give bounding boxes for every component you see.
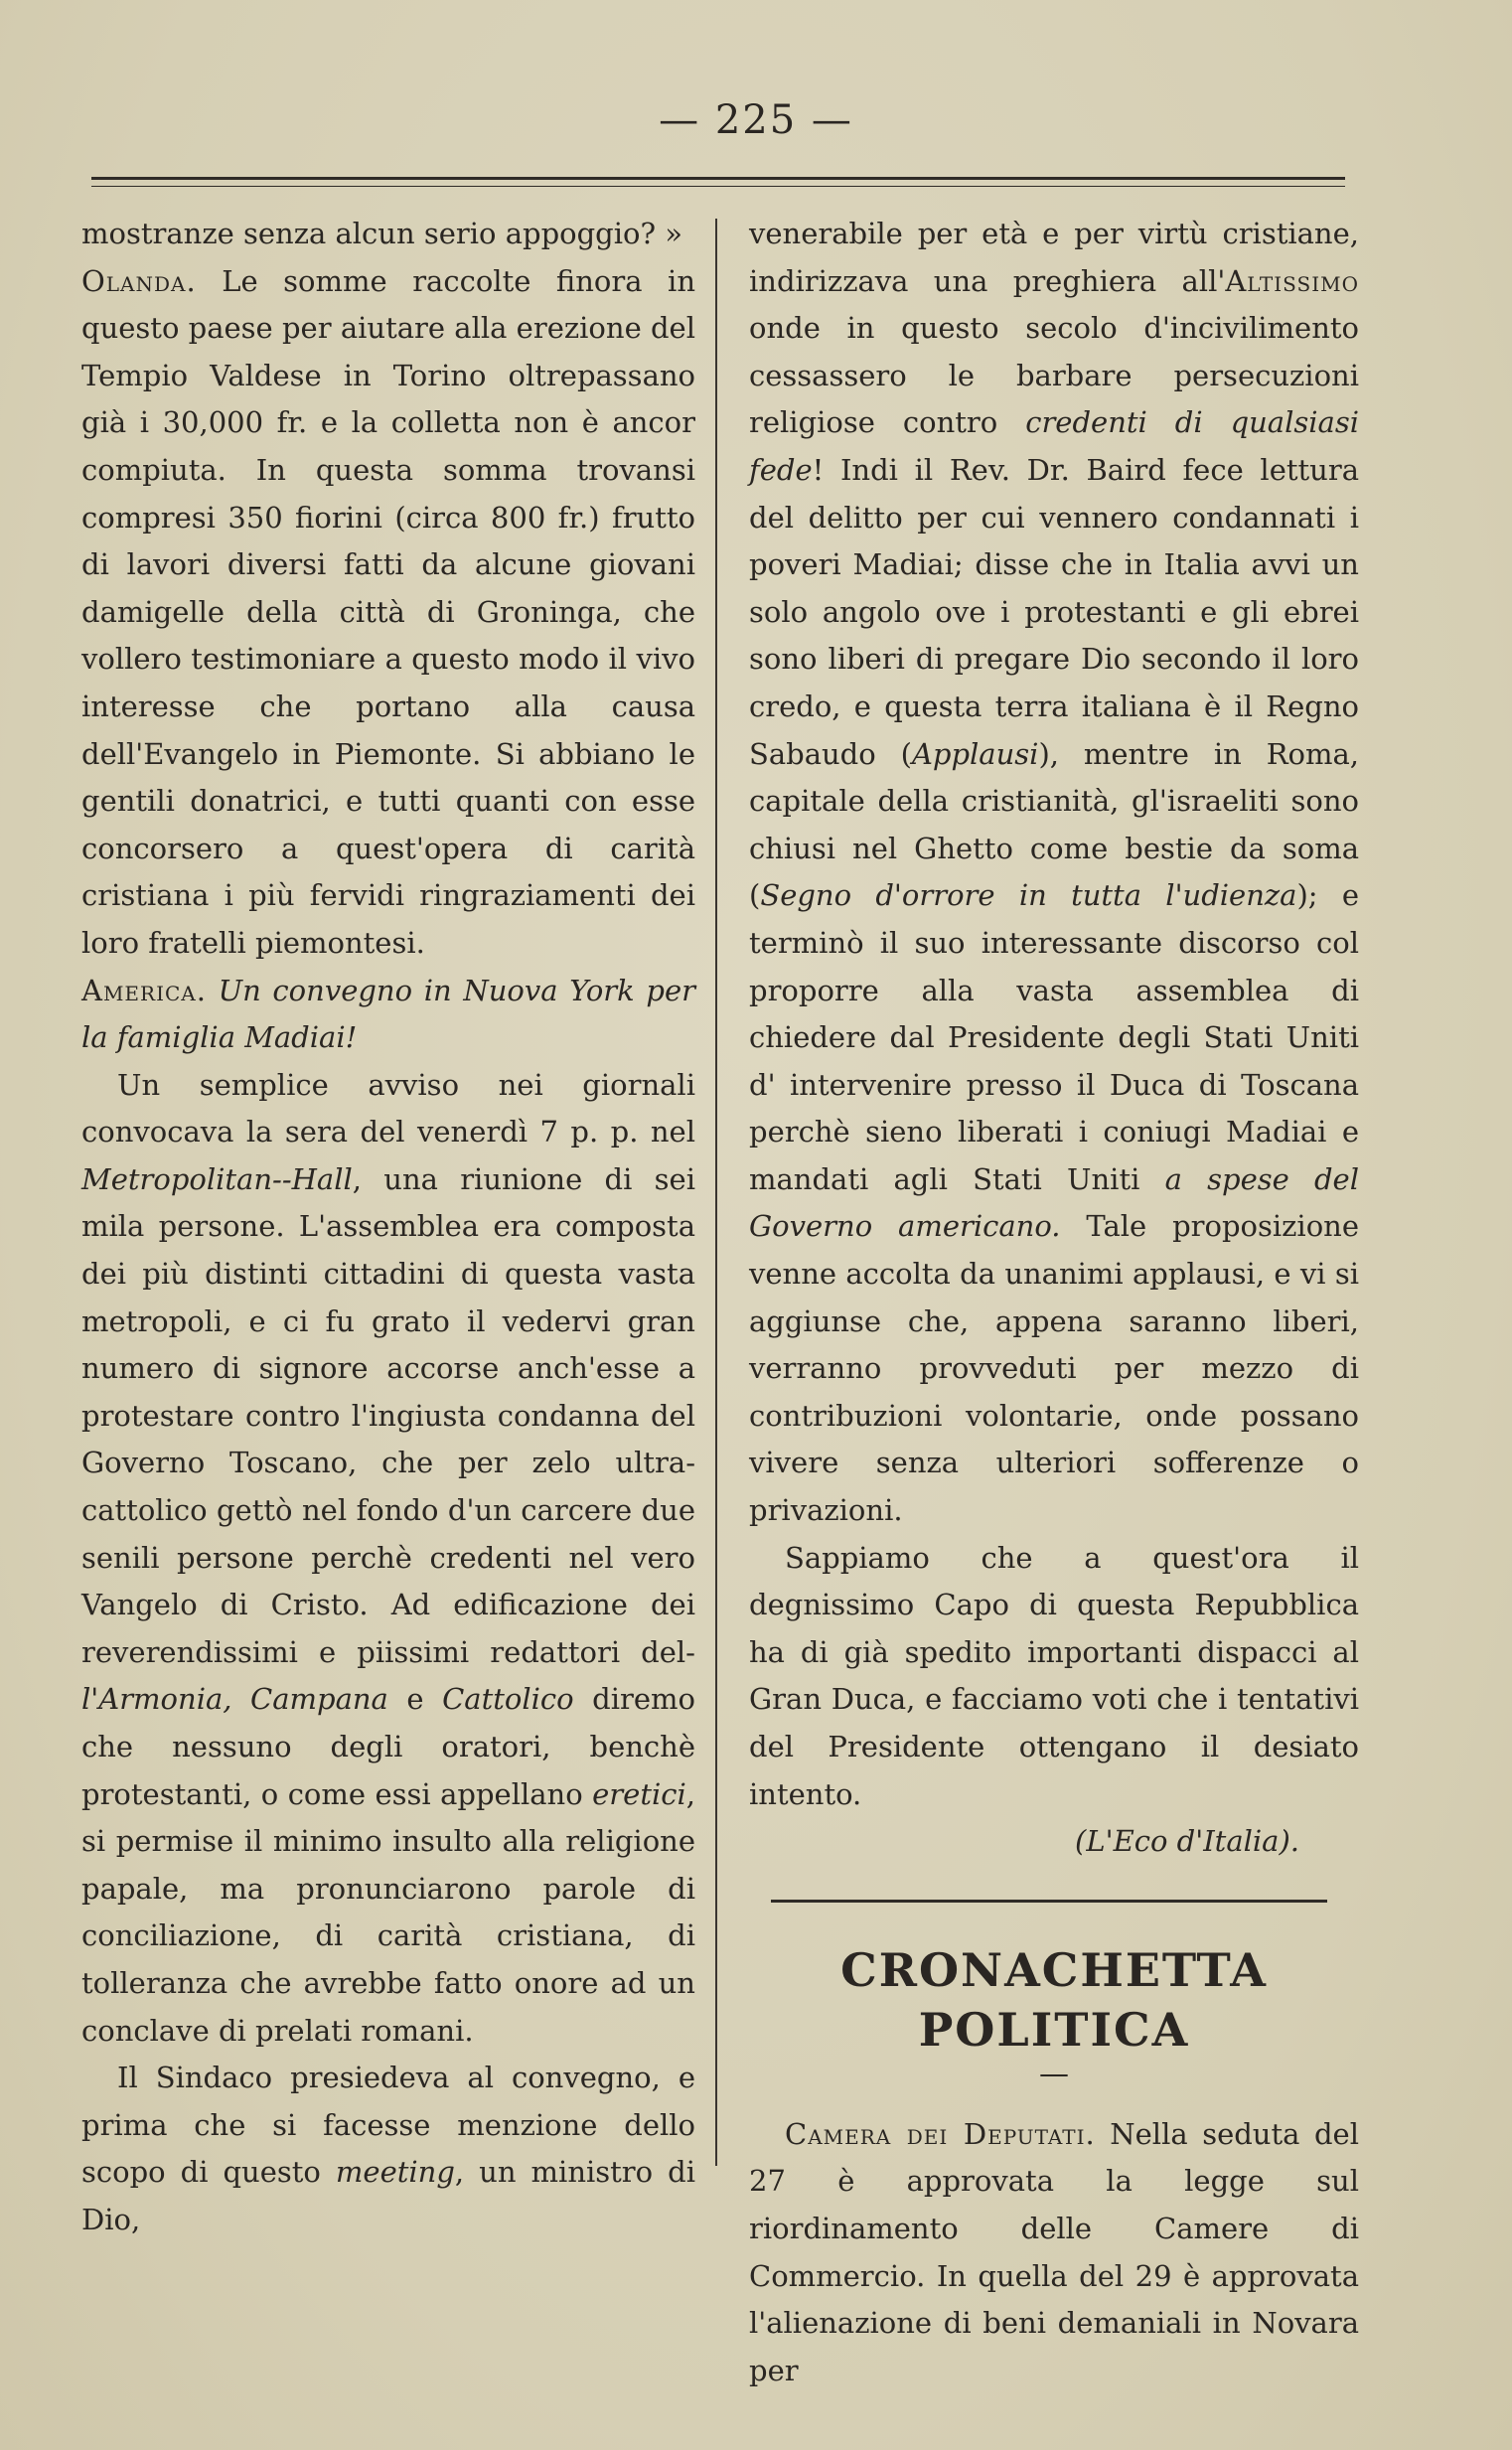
left-paragraph-1: mostranze senza alcun serio appoggio? » <box>81 217 682 250</box>
header-rule <box>91 177 1345 187</box>
source-citation: (L'Eco d'Italia). <box>1075 1824 1299 1859</box>
text-run: ! Indi il Rev. Dr. Baird fece lettura del delitto per cui vennero condannati i poveri Madiai; disse che in Italia avvi un solo angolo ove i protestanti e gli ebrei sono liberi di pregare Dio secondo il loro credo, e questa terra italiana è il Regno Sabaudo ( <box>749 452 1359 771</box>
olanda-text: Le somme raccolte finora in questo paese per aiutare alla erezione del Tempio Valdese in Torino oltrepassano già i 30,000 fr. e la colletta non è ancor compiuta. In questa somma trovansi compresi 350 fiorini (circa 800 fr.) frutto di lavori diversi fatti da alcune giovani damigelle della città di Groninga, che vollero testimoniare a questo modo il vivo interesse che portano alla causa dell'Evangelo in Piemonte. Si abbiano le gentili donatrici, e tutti quanti con esse concorsero a quest'opera di carità cristiana i più fervidi ringraziamenti dei loro fratelli piemontesi. <box>81 263 695 960</box>
newspaper-cattolico: Cattolico <box>442 1682 574 1717</box>
section-title: CRONACHETTA POLITICA <box>840 1942 1268 2057</box>
text-run: Un semplice avviso nei giornali convocava la sera del venerdì 7 p. p. nel <box>81 1067 695 1149</box>
word-eretici: eretici <box>592 1776 686 1811</box>
text-run: Nella seduta del 27 è approvata la legge sul riordinamento delle Camere di Commercio. In quella del 29 è approvata l'alienazione di beni demaniali in Novara per <box>749 2116 1359 2387</box>
text-run: , una riunione di sei mila persone. L'assemblea era composta dei più distinti cittadini di questa vasta metropoli, e ci fu grato il vedervi gran numero di signore accorse anch'esse a protestare contro l'ingiusta condanna del Governo Toscano, che per zelo ultra-cattolico gettò nel fondo d'un carcere due senili persone perchè credenti nel vero Vangelo di Cristo. Ad edificazione dei reverendissimi e piissimi redattori del- <box>81 1161 695 1669</box>
phrase-credenti: credenti di qualsiasi fede <box>749 405 1359 487</box>
column-divider <box>715 219 717 2166</box>
text-run: diremo che nessuno degli oratori, benchè protestanti, o come essi appellano <box>81 1682 695 1811</box>
sindaco-paragraph <box>81 2055 695 2243</box>
hall-name: Metropolitan--Hall <box>81 1161 353 1196</box>
text-run: onde in questo secolo d'incivilimento cessassero le barbare persecuzioni religiose contro <box>749 311 1359 440</box>
word-meeting: meeting <box>335 2155 455 2190</box>
right-column <box>749 211 1359 2394</box>
america-paragraph <box>81 1062 695 2055</box>
camera-paragraph <box>749 2111 1359 2395</box>
word-applausi: Applausi <box>911 736 1039 771</box>
text-run: ); e terminò il suo interessante discorso col proporre alla vasta assemblea di chiedere dal Presidente degli Stati Uniti d' intervenire presso il Duca di Toscana perchè sieno liberati i coniugi Madiai e mandati agli Stati Uniti <box>749 878 1360 1196</box>
word-altissimo: Altissimo <box>1225 263 1359 298</box>
america-label: America. <box>81 973 207 1007</box>
text-run: , un ministro di Dio, <box>81 2155 695 2236</box>
olanda-label: Olanda. <box>81 263 197 298</box>
text-run: , si permise il minimo insulto alla religione papale, ma pronunciarono parole di conciliazione, di carità cristiana, di tolleranza che avrebbe fatto onore ad un conclave di prelati romani. <box>81 1776 695 2048</box>
text-run: Il Sindaco presiedeva al convegno, e prima che si facesse menzione dello scopo di questo <box>81 2061 695 2190</box>
phrase-segno: Segno d'orrore in tutta l'udienza <box>760 878 1297 913</box>
america-heading <box>81 968 695 1062</box>
section-separator <box>771 1900 1327 1903</box>
text-run: e <box>387 1682 443 1717</box>
right-paragraph-2: Sappiamo che a quest'ora il degnissimo Capo di questa Repubblica ha di già spedito importanti dispacci al Gran Duca, e facciamo voti che i tentativi del Presidente ottengano il desiato intento. <box>749 1540 1359 1811</box>
america-title: Un convegno in Nuova York per la famiglia Madiai! <box>81 973 696 1055</box>
phrase-spese: a spese del Governo americano. <box>749 1161 1359 1244</box>
left-column <box>81 211 695 2244</box>
section-dash: — <box>1039 2056 1069 2091</box>
newspaper-armonia: l'Armonia, Campana <box>81 1682 388 1717</box>
text-run: Tale proposizione venne accolta da unanimi applausi, e vi si aggiunse che, appena saranno liberi, verranno provveduti per mezzo di contribuzioni volontarie, onde possano vivere senza ulteriori sofferenze o privazioni. <box>749 1209 1359 1528</box>
camera-label: Camera dei Deputati. <box>785 2116 1096 2151</box>
right-paragraph-1 <box>749 211 1359 1535</box>
page-number: — 225 — <box>659 97 853 143</box>
olanda-paragraph <box>81 258 695 968</box>
text-run: venerabile per età e per virtù cristiane, indirizzava una preghiera all' <box>749 217 1359 298</box>
text-run: ), mentre in Roma, capitale della cristianità, gl'israeliti sono chiusi nel Ghetto come bestie da soma ( <box>749 736 1359 913</box>
